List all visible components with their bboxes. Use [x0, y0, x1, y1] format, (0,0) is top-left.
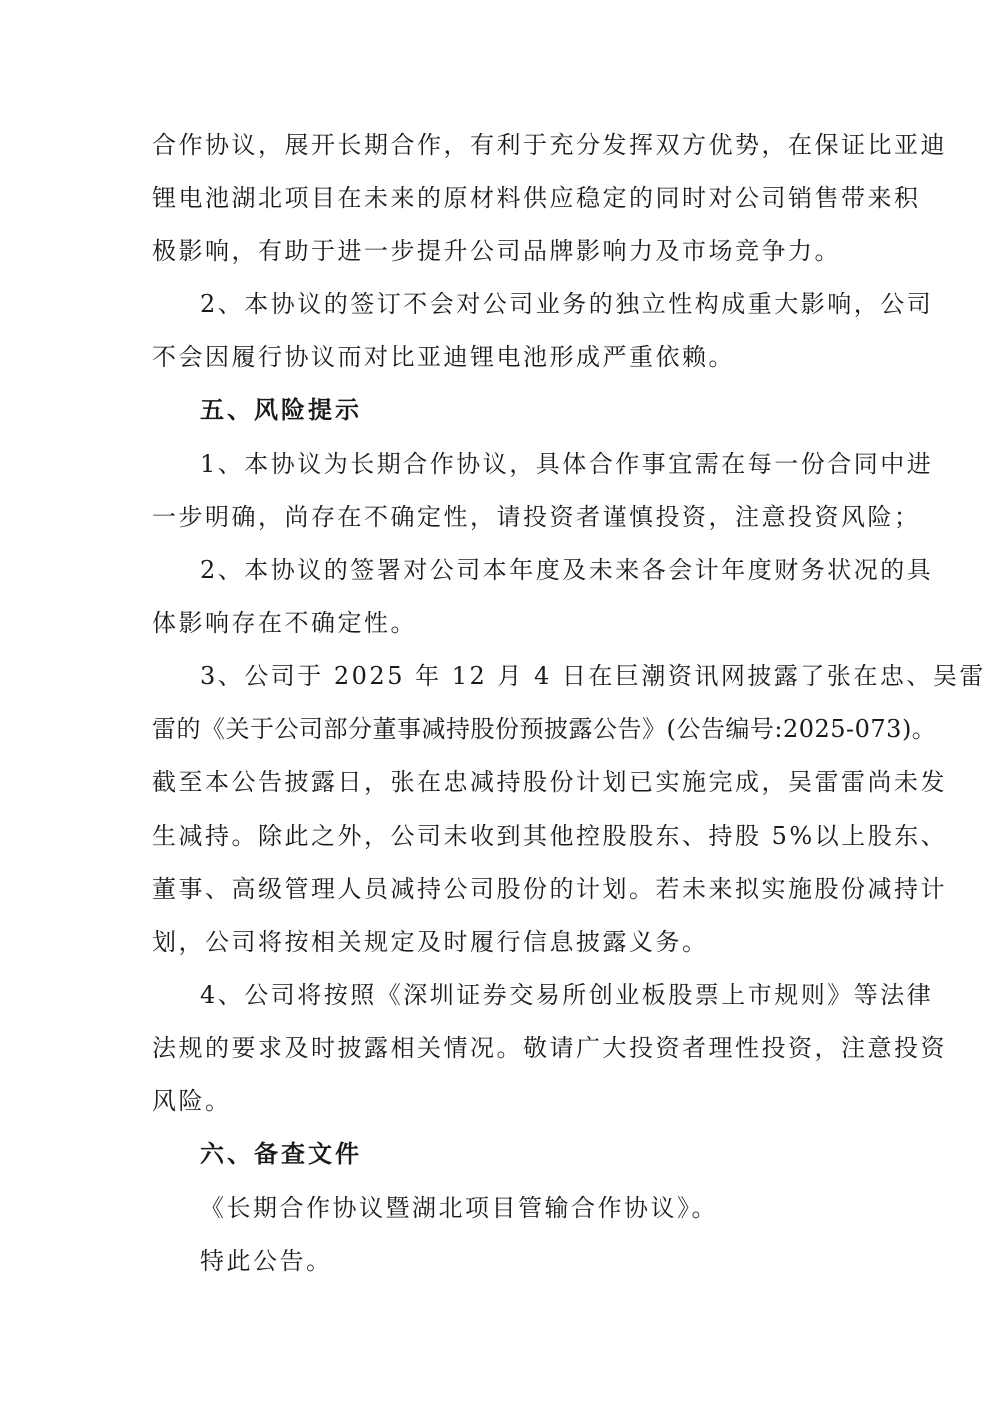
paragraph-line: 不会因履行协议而对比亚迪锂电池形成严重依赖。	[152, 343, 735, 371]
paragraph-line: 生减持。除此之外，公司未收到其他控股股东、持股 5%以上股东、	[152, 822, 948, 850]
paragraph-line: 体影响存在不确定性。	[152, 609, 417, 637]
paragraph-line: 董事、高级管理人员减持公司股份的计划。若未来拟实施股份减持计	[152, 875, 947, 903]
section-heading: 五、风险提示	[200, 395, 362, 424]
paragraph-line: 1、本协议为长期合作协议，具体合作事宜需在每一份合同中进	[200, 450, 934, 478]
section-heading: 六、备查文件	[200, 1139, 362, 1168]
paragraph-line: 特此公告。	[200, 1247, 333, 1275]
paragraph-line: 锂电池湖北项目在未来的原材料供应稳定的同时对公司销售带来积	[152, 184, 921, 212]
paragraph-line: 法规的要求及时披露相关情况。敬请广大投资者理性投资，注意投资	[152, 1034, 947, 1062]
paragraph-line: 雷的《关于公司部分董事减持股份预披露公告》(公告编号:2025-073)。	[152, 715, 937, 743]
paragraph-line: 合作协议，展开长期合作，有利于充分发挥双方优势，在保证比亚迪	[152, 131, 947, 159]
paragraph-line: 3、公司于 2025 年 12 月 4 日在巨潮资讯网披露了张在忠、吴雷	[200, 662, 986, 690]
paragraph-line: 划，公司将按相关规定及时履行信息披露义务。	[152, 928, 709, 956]
paragraph-line: 《长期合作协议暨湖北项目管输合作协议》。	[200, 1194, 718, 1222]
paragraph-line: 截至本公告披露日，张在忠减持股份计划已实施完成，吴雷雷尚未发	[152, 768, 947, 796]
paragraph-line: 4、公司将按照《深圳证券交易所创业板股票上市规则》等法律	[200, 981, 934, 1009]
paragraph-line: 风险。	[152, 1087, 232, 1115]
paragraph-line: 一步明确，尚存在不确定性，请投资者谨慎投资，注意投资风险；	[152, 503, 921, 531]
paragraph-line: 2、本协议的签订不会对公司业务的独立性构成重大影响，公司	[200, 290, 934, 318]
paragraph-line: 极影响，有助于进一步提升公司品牌影响力及市场竞争力。	[152, 237, 841, 265]
paragraph-line: 2、本协议的签署对公司本年度及未来各会计年度财务状况的具	[200, 556, 934, 584]
